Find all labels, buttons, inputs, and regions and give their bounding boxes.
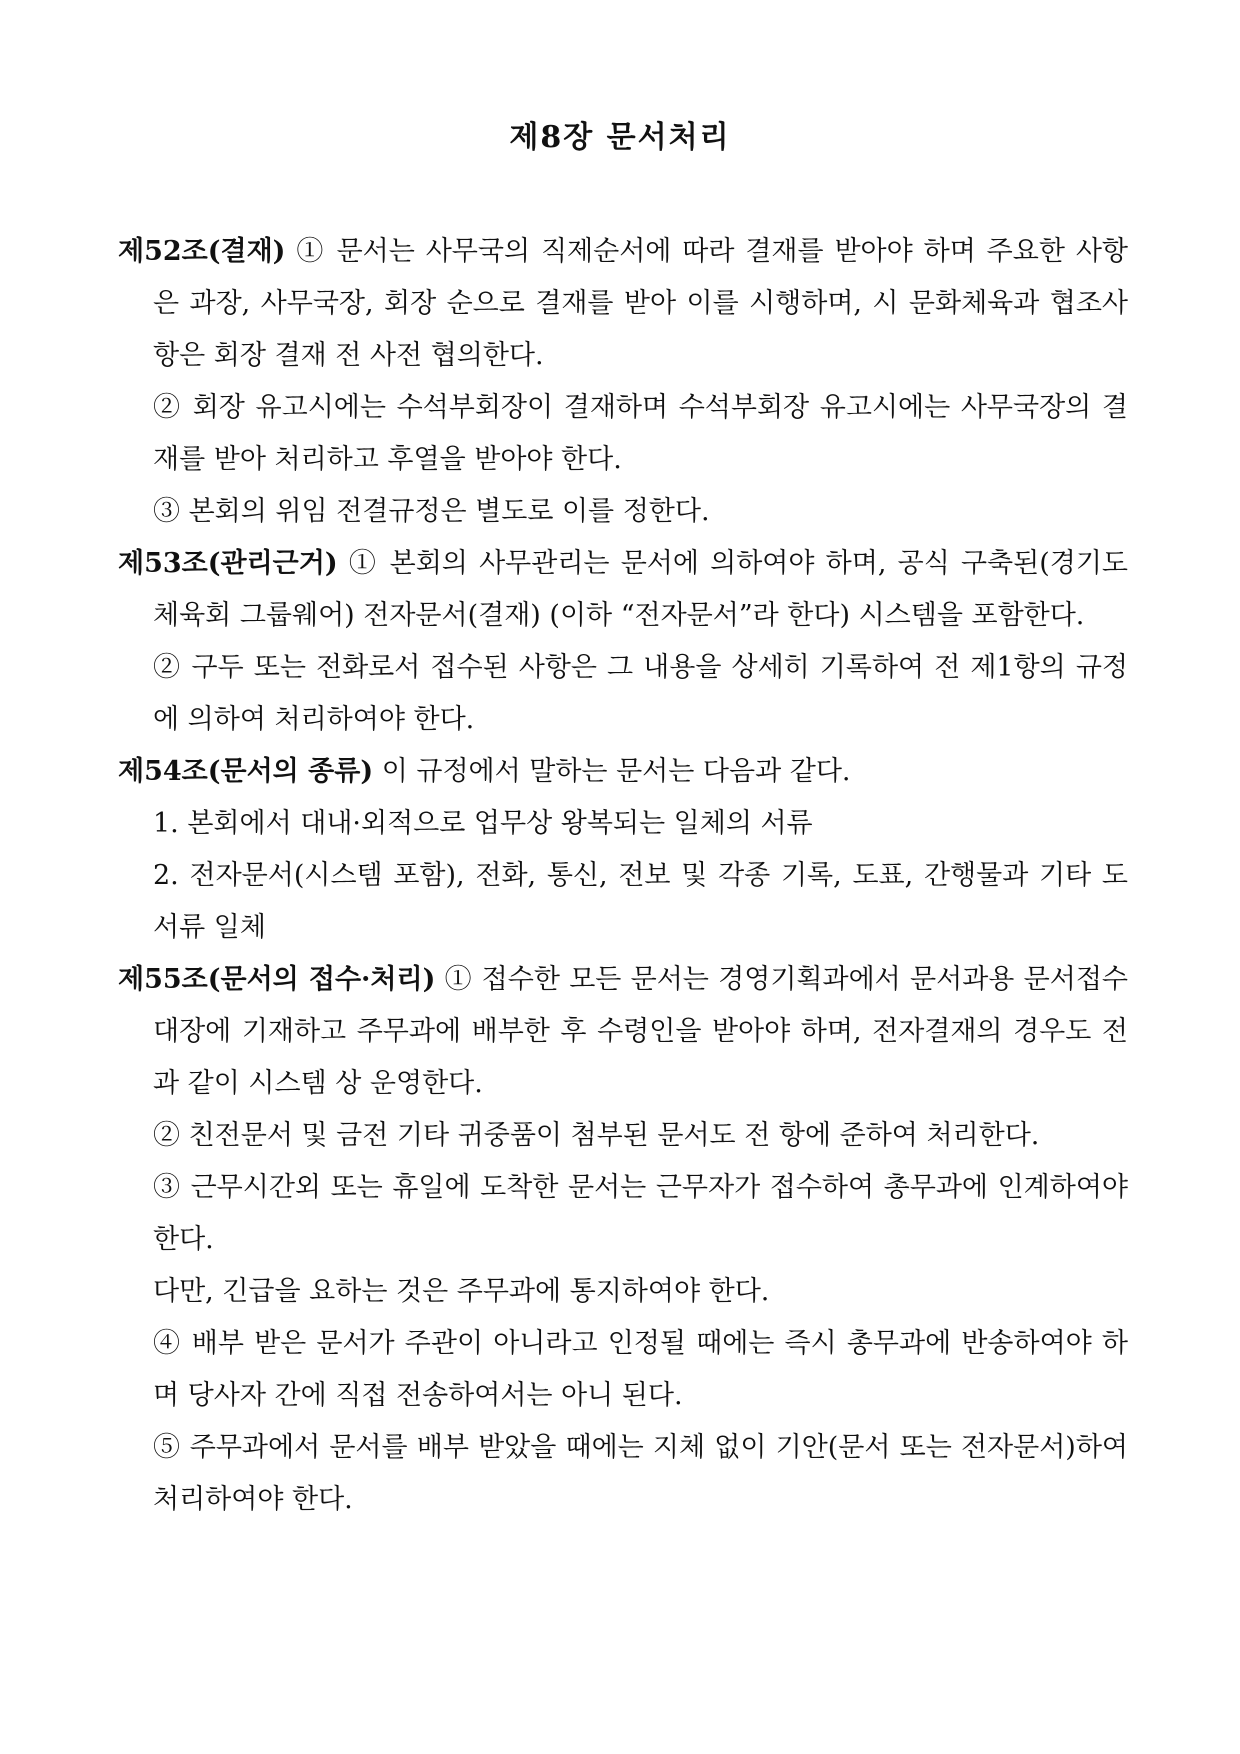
article-paragraph: ③ 근무시간외 또는 휴일에 도착한 문서는 근무자가 접수하여 총무과에 인계하여야 한다. [153, 1172, 1128, 1255]
article-54 [118, 746, 1128, 798]
article-paragraph: ④ 배부 받은 문서가 주관이 아니라고 인정될 때에는 즉시 총무과에 반송하여야 하며 당사자 간에 직접 전송하여서는 아니 된다. [153, 1328, 1128, 1411]
article-paragraph: 다만, 긴급을 요하는 것은 주무과에 통지하여야 한다. [153, 1276, 770, 1307]
article-text: 이 규정에서 말하는 문서는 다음과 같다. [373, 756, 851, 787]
article-heading: 제52조(결재) [118, 236, 286, 267]
article-55 [118, 954, 1128, 1110]
document-body [118, 226, 1128, 1526]
list-item: 1. 본회에서 대내·외적으로 업무상 왕복되는 일체의 서류 [153, 808, 813, 839]
article-text: ① 문서는 사무국의 직제순서에 따라 결재를 받아야 하며 주요한 사항은 과장, 사무국장, 회장 순으로 결재를 받아 이를 시행하며, 시 문화체육과 협조사항은 회장 결재 전 사전 협의한다. [153, 236, 1128, 371]
article-paragraph: ③ 본회의 위임 전결규정은 별도로 이를 정한다. [153, 496, 710, 527]
article-paragraph: ⑤ 주무과에서 문서를 배부 받았을 때에는 지체 없이 기안(문서 또는 전자문서)하여 처리하여야 한다. [153, 1432, 1128, 1515]
article-53 [118, 538, 1128, 642]
list-item: 2. 전자문서(시스템 포함), 전화, 통신, 전보 및 각종 기록, 도표, 간행물과 기타 도서류 일체 [153, 860, 1128, 943]
article-paragraph: ② 친전문서 및 금전 기타 귀중품이 첨부된 문서도 전 항에 준하여 처리한다. [153, 1120, 1040, 1151]
article-paragraph: ② 회장 유고시에는 수석부회장이 결재하며 수석부회장 유고시에는 사무국장의 결재를 받아 처리하고 후열을 받아야 한다. [153, 392, 1128, 475]
article-paragraph: ② 구두 또는 전화로서 접수된 사항은 그 내용을 상세히 기록하여 전 제1항의 규정에 의하여 처리하여야 한다. [153, 652, 1128, 735]
article-heading: 제55조(문서의 접수·처리) [118, 964, 436, 995]
article-text: ① 본회의 사무관리는 문서에 의하여야 하며, 공식 구축된(경기도체육회 그룹웨어) 전자문서(결재) (이하 “전자문서”라 한다) 시스템을 포함한다. [153, 548, 1128, 631]
article-heading: 제54조(문서의 종류) [118, 756, 374, 787]
chapter-title: 제8장 문서처리 [509, 120, 731, 155]
article-52 [118, 226, 1128, 382]
article-heading: 제53조(관리근거) [118, 548, 338, 579]
article-text: ① 접수한 모든 문서는 경영기획과에서 문서과용 문서접수대장에 기재하고 주무과에 배부한 후 수령인을 받아야 하며, 전자결재의 경우도 전과 같이 시스템 상 운영한다. [153, 964, 1128, 1099]
